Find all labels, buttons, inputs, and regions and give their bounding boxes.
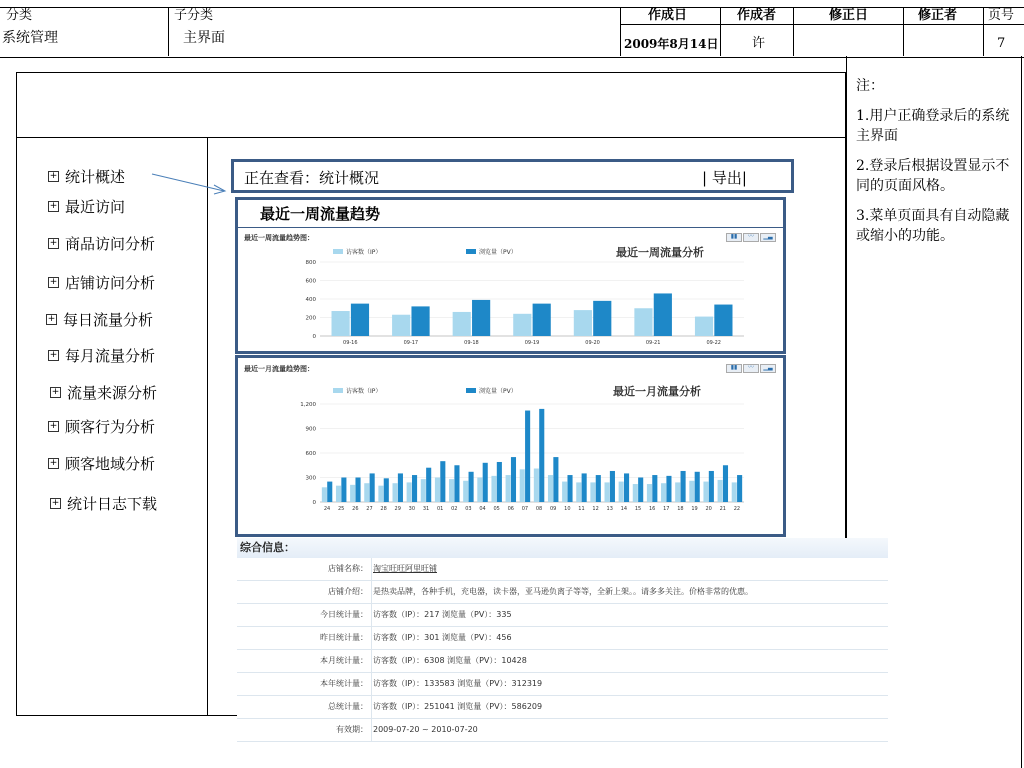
- y-tick-label: 600: [305, 278, 316, 285]
- x-tick-label: 05: [493, 506, 500, 512]
- page-number-value: 7: [997, 36, 1006, 51]
- info-row-separator: [371, 650, 372, 672]
- info-row-label: 本月统计量：: [320, 656, 368, 665]
- x-tick-label: 09-21: [645, 340, 661, 346]
- bar-pv: [596, 475, 601, 502]
- bar-pv: [398, 473, 403, 502]
- x-tick-label: 09-19: [524, 340, 540, 346]
- x-tick-label: 20: [705, 506, 712, 512]
- bar-ip: [534, 469, 539, 502]
- note-2: 2.登录后根据设置显示不同的页面风格。: [856, 158, 1010, 194]
- info-row-label: 总统计量：: [328, 702, 368, 711]
- info-row-label: 本年统计量：: [320, 679, 368, 688]
- bar-ip: [718, 480, 723, 502]
- plus-box-icon: +: [51, 387, 60, 397]
- x-tick-label: 25: [338, 506, 345, 512]
- bar-ip: [562, 482, 567, 502]
- x-tick-label: 11: [578, 506, 585, 512]
- info-row-value: 访客数（IP）：251041 浏览量（PV）：586209: [373, 702, 543, 711]
- month-chart-title: 最近一月流量分析: [613, 385, 701, 398]
- subcategory-label: 子分类: [174, 8, 214, 23]
- mockup-top-banner-divider: [17, 137, 845, 138]
- x-tick-label: 04: [479, 506, 486, 512]
- bar-ip: [453, 312, 471, 336]
- created-date-label: 作成日: [648, 8, 688, 23]
- x-tick-label: 07: [521, 506, 529, 512]
- bar-pv: [426, 468, 431, 502]
- page-border-right: [1021, 56, 1022, 768]
- bar-ip: [322, 487, 327, 502]
- bar-pv: [327, 482, 332, 502]
- bar-pv: [737, 475, 742, 502]
- bar-ip: [619, 482, 624, 502]
- info-row-label: 店铺介绍：: [328, 587, 368, 596]
- x-tick-label: 22: [733, 506, 741, 512]
- modifier-label: 修正者: [918, 8, 958, 23]
- export-link[interactable]: | 导出|: [702, 169, 747, 187]
- info-row-separator: [371, 558, 372, 580]
- info-row: [237, 558, 888, 581]
- month-chart-small-title: 最近一月流量趋势图：: [244, 365, 314, 373]
- y-tick-label: 0: [312, 334, 316, 340]
- plus-box-icon: +: [49, 171, 58, 181]
- bar-ip: [378, 486, 383, 502]
- sidebar-item-label: 每日流量分析: [63, 311, 154, 329]
- bar-pv: [654, 293, 672, 336]
- x-tick-label: 09-20: [585, 340, 600, 346]
- bar-pv: [370, 473, 375, 502]
- bar-ip: [548, 475, 553, 502]
- viewing-bar: [231, 159, 794, 193]
- bar-pv: [384, 478, 389, 502]
- week-chart-small-title: 最近一周流量趋势图：: [244, 234, 314, 242]
- sidebar-item-label: 统计日志下载: [67, 495, 158, 513]
- sidebar-item[interactable]: [48, 233, 155, 254]
- x-tick-label: 21: [719, 506, 726, 512]
- header-col-line: [720, 8, 721, 56]
- bar-pv: [351, 304, 369, 336]
- sidebar-item-label: 最近访问: [65, 198, 126, 216]
- bar-pv: [593, 301, 611, 336]
- week-trend-chart: [298, 258, 748, 348]
- bar-ip: [695, 317, 713, 336]
- x-tick-label: 27: [366, 506, 373, 512]
- x-tick-label: 01: [436, 506, 444, 512]
- sidebar-item[interactable]: [48, 196, 125, 217]
- legend-pv-label: 浏览量（PV）: [479, 249, 517, 256]
- bar-view-icon[interactable]: ▮▮: [726, 364, 742, 373]
- sidebar-item-label: 统计概述: [65, 168, 126, 186]
- bar-pv: [695, 472, 700, 502]
- legend-ip-swatch: [333, 388, 343, 393]
- sidebar-item-label: 店铺访问分析: [65, 274, 156, 292]
- x-tick-label: 06: [507, 506, 514, 512]
- bar-view-icon[interactable]: ▮▮: [726, 233, 742, 242]
- info-row-label: 今日统计量：: [320, 610, 368, 619]
- plus-box-icon: +: [49, 458, 58, 468]
- page-number-label: 页号: [988, 8, 1015, 23]
- bar-ip: [703, 482, 708, 502]
- x-tick-label: 15: [634, 506, 642, 512]
- notes-heading: 注：: [856, 78, 884, 94]
- bar-pv: [652, 475, 657, 502]
- bar-ip: [477, 478, 482, 503]
- bar-pv: [469, 472, 474, 502]
- bar-ip: [661, 483, 666, 502]
- y-tick-label: 900: [305, 426, 316, 433]
- x-tick-label: 03: [465, 506, 472, 512]
- sidebar-item[interactable]: [48, 272, 155, 293]
- bar-ip: [520, 469, 525, 502]
- document-header-table: [0, 7, 1024, 58]
- bar-ip: [647, 484, 652, 502]
- plus-box-icon: +: [49, 421, 58, 431]
- info-row: [237, 581, 888, 604]
- plus-box-icon: +: [49, 238, 58, 248]
- category-label: 分类: [6, 8, 33, 23]
- x-tick-label: 09-18: [464, 340, 479, 346]
- x-tick-label: 30: [408, 506, 416, 512]
- bar-pv: [525, 411, 530, 502]
- x-tick-label: 19: [691, 506, 698, 512]
- bar-pv: [582, 473, 587, 502]
- bar-pv: [533, 304, 551, 336]
- bar-pv: [567, 475, 572, 502]
- bar-ip: [675, 482, 680, 502]
- bar-ip: [435, 478, 440, 503]
- header-col-line: [793, 8, 794, 56]
- note-1: 1.用户正确登录后的系统主界面: [856, 108, 1010, 144]
- bar-pv: [723, 465, 728, 502]
- legend-pv-swatch: [466, 249, 476, 254]
- x-tick-label: 09: [550, 506, 557, 512]
- bar-pv: [624, 473, 629, 502]
- summary-info-table: [237, 538, 888, 768]
- pointer-arrow-icon: [150, 170, 230, 196]
- info-row-value: 是热卖品牌，各种手机，充电器，读卡器，亚马逊负离子等等，全新上架。。请多多关注。价格非常的优惠。: [373, 587, 753, 596]
- bar-pv: [666, 476, 671, 502]
- bar-pv: [681, 471, 686, 502]
- legend-pv-swatch: [466, 388, 476, 393]
- bar-ip: [576, 482, 581, 502]
- x-tick-label: 14: [620, 506, 628, 512]
- info-row-label: 店铺名称：: [328, 564, 368, 573]
- sidebar-item[interactable]: [48, 166, 125, 187]
- header-col-line: [983, 8, 984, 56]
- x-tick-label: 09-17: [403, 340, 419, 346]
- bar-ip: [732, 482, 737, 502]
- x-tick-label: 18: [677, 506, 684, 512]
- category-value: 系统管理: [2, 30, 58, 46]
- x-tick-label: 26: [352, 506, 359, 512]
- info-row: [237, 696, 888, 719]
- header-col-line: [620, 8, 621, 56]
- subcategory-value: 主界面: [183, 30, 225, 46]
- legend-pv: [466, 247, 517, 256]
- bar-pv: [355, 478, 360, 503]
- plus-box-icon: +: [51, 498, 60, 508]
- sidebar-item-label: 商品访问分析: [65, 235, 156, 253]
- info-row-separator: [371, 627, 372, 649]
- mockup-sidebar-divider: [207, 137, 208, 715]
- info-row-label: 昨日统计量：: [320, 633, 368, 642]
- bar-ip: [364, 483, 369, 502]
- x-tick-label: 17: [663, 506, 670, 512]
- sidebar-item[interactable]: [46, 309, 153, 330]
- bar-ip: [449, 479, 454, 502]
- bar-pv: [440, 461, 445, 502]
- sidebar-item[interactable]: [48, 345, 155, 366]
- info-row: [237, 673, 888, 696]
- bar-pv: [539, 409, 544, 502]
- bar-pv: [411, 306, 429, 336]
- info-row-separator: [371, 696, 372, 718]
- plus-box-icon: +: [49, 201, 58, 211]
- plus-box-icon: +: [49, 277, 58, 287]
- sidebar-item[interactable]: [48, 453, 155, 474]
- sidebar-item[interactable]: [50, 382, 157, 403]
- week-title-divider: [238, 227, 783, 228]
- note-3: 3.菜单页面具有自动隐藏或缩小的功能。: [856, 208, 1010, 244]
- x-tick-label: 02: [451, 506, 458, 512]
- x-tick-label: 09-16: [343, 340, 358, 346]
- x-tick-label: 10: [564, 506, 571, 512]
- info-row-separator: [371, 581, 372, 603]
- bar-pv: [412, 475, 417, 502]
- x-tick-label: 31: [422, 506, 430, 512]
- info-row-value: 访客数（IP）：301 浏览量（PV）：456: [373, 633, 512, 642]
- legend-ip-label: 访客数（IP）: [346, 388, 382, 395]
- bar-pv: [638, 478, 643, 503]
- bar-pv: [483, 463, 488, 502]
- y-tick-label: 0: [312, 500, 316, 506]
- legend-pv-label: 浏览量（PV）: [479, 388, 517, 395]
- bar-ip: [421, 479, 426, 502]
- bar-ip: [491, 476, 496, 502]
- x-tick-label: 28: [380, 506, 387, 512]
- bar-pv: [709, 471, 714, 502]
- info-row-value: 2009-07-20 ~ 2010-07-20: [373, 725, 478, 734]
- info-row-value: 访客数（IP）：133583 浏览量（PV）：312319: [373, 679, 543, 688]
- shop-name-link[interactable]: 淘宝旺旺阿里旺铺: [373, 564, 437, 573]
- bar-pv: [454, 465, 459, 502]
- info-row-separator: [371, 673, 372, 695]
- x-tick-label: 09-22: [706, 340, 721, 346]
- bar-ip: [336, 486, 341, 502]
- bar-ip: [605, 482, 610, 502]
- y-tick-label: 800: [305, 260, 316, 266]
- week-section-title: 最近一周流量趋势: [260, 205, 381, 223]
- bar-pv: [610, 471, 615, 502]
- bar-ip: [633, 484, 638, 502]
- month-trend-chart: [298, 400, 748, 514]
- header-col-line: [168, 8, 169, 56]
- plus-box-icon: +: [47, 314, 56, 324]
- header-divider: [620, 24, 1024, 25]
- bar-ip: [590, 482, 595, 502]
- y-tick-label: 300: [305, 475, 316, 482]
- line-view-icon[interactable]: 〰: [743, 233, 759, 242]
- y-tick-label: 400: [305, 297, 316, 303]
- header-col-line: [903, 8, 904, 56]
- created-date-value: 2009年8月14日: [624, 37, 719, 51]
- area-view-icon[interactable]: ▁▃: [760, 364, 776, 373]
- x-tick-label: 13: [606, 506, 613, 512]
- bar-ip: [506, 475, 511, 502]
- bar-pv: [497, 462, 502, 502]
- bar-ip: [392, 315, 410, 336]
- info-row-label: 有效期：: [336, 725, 368, 734]
- x-tick-label: 29: [394, 506, 401, 512]
- bar-pv: [553, 457, 558, 502]
- legend-ip-label: 访客数（IP）: [346, 249, 382, 256]
- legend-pv: [466, 386, 517, 395]
- bar-ip: [407, 482, 412, 502]
- legend-ip: [333, 247, 381, 256]
- plus-box-icon: +: [49, 350, 58, 360]
- info-row: [237, 604, 888, 627]
- bar-ip: [463, 481, 468, 502]
- line-view-icon[interactable]: 〰: [743, 364, 759, 373]
- bar-pv: [714, 305, 732, 336]
- sidebar-item[interactable]: [48, 416, 155, 437]
- info-row: [237, 650, 888, 673]
- sidebar-item-label: 顾客行为分析: [65, 418, 156, 436]
- x-tick-label: 24: [323, 506, 331, 512]
- info-row-value: 访客数（IP）：6308 浏览量（PV）：10428: [373, 656, 527, 665]
- bar-pv: [511, 457, 516, 502]
- info-row-separator: [371, 604, 372, 626]
- y-tick-label: 200: [305, 315, 316, 322]
- y-tick-label: 600: [305, 451, 316, 457]
- author-label: 作成者: [737, 8, 777, 23]
- legend-ip: [333, 386, 381, 395]
- area-view-icon[interactable]: ▁▃: [760, 233, 776, 242]
- summary-info-title: 综合信息：: [237, 538, 888, 558]
- bar-ip: [634, 308, 652, 336]
- week-chart-title: 最近一周流量分析: [616, 246, 704, 259]
- bar-ip: [350, 485, 355, 502]
- bar-pv: [341, 478, 346, 503]
- viewing-label: 正在查看：统计概况: [244, 169, 380, 187]
- sidebar-item[interactable]: [50, 493, 157, 514]
- info-row: [237, 719, 888, 742]
- x-tick-label: 08: [535, 506, 543, 512]
- x-tick-label: 12: [592, 506, 599, 512]
- legend-ip-swatch: [333, 249, 343, 254]
- sidebar-item-label: 流量来源分析: [67, 384, 158, 402]
- y-tick-label: 1,200: [300, 402, 316, 408]
- bar-ip: [513, 314, 531, 336]
- week-trend-panel: [235, 197, 786, 354]
- sidebar-item-label: 顾客地域分析: [65, 455, 156, 473]
- info-row-value: 访客数（IP）：217 浏览量（PV）：335: [373, 610, 512, 619]
- info-row-separator: [371, 719, 372, 741]
- modified-date-label: 修正日: [829, 8, 869, 23]
- bar-ip: [393, 483, 398, 502]
- x-tick-label: 16: [648, 506, 656, 512]
- bar-ip: [332, 311, 350, 336]
- sidebar-item-label: 每月流量分析: [65, 347, 156, 365]
- author-value: 许: [752, 36, 766, 51]
- bar-pv: [472, 300, 490, 336]
- bar-ip: [574, 310, 592, 336]
- month-trend-panel: [235, 355, 786, 537]
- bar-ip: [689, 481, 694, 502]
- info-row: [237, 627, 888, 650]
